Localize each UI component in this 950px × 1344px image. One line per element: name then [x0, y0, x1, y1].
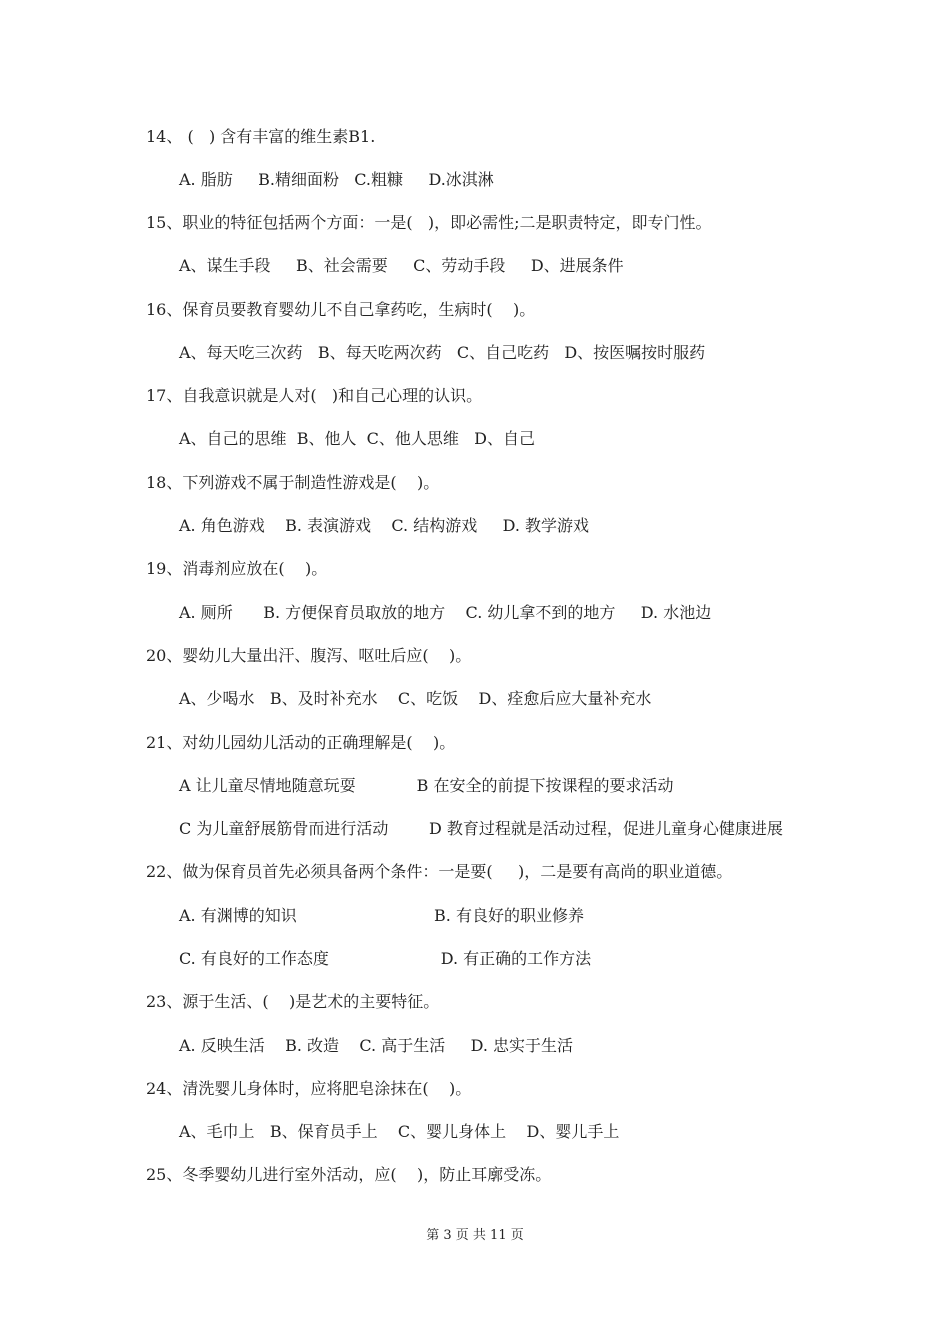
- question-21-stem: 21、对幼儿园幼儿活动的正确理解是( )。: [146, 733, 456, 752]
- question-14-stem: 14、 ( ) 含有丰富的维生素B1.: [146, 127, 376, 146]
- question-24-options: A、毛巾上 B、保育员手上 C、婴儿身体上 D、婴儿手上: [179, 1122, 620, 1141]
- question-24-stem: 24、清洗婴儿身体时，应将肥皂涂抹在( )。: [146, 1079, 472, 1098]
- question-15-options: A、谋生手段 B、社会需要 C、劳动手段 D、进展条件: [179, 256, 624, 275]
- question-15-stem: 15、职业的特征包括两个方面：一是( )，即必需性;二是职责特定，即专门性。: [146, 213, 712, 232]
- question-17-options: A、自己的思维 B、他人 C、他人思维 D、自己: [179, 429, 535, 448]
- question-22-options-row-2: C. 有良好的工作态度 D. 有正确的工作方法: [179, 949, 592, 968]
- question-21-options-row-1: A 让儿童尽情地随意玩耍 B 在安全的前提下按课程的要求活动: [179, 776, 674, 795]
- question-18-stem: 18、下列游戏不属于制造性游戏是( )。: [146, 473, 440, 492]
- question-19-stem: 19、消毒剂应放在( )。: [146, 559, 328, 578]
- question-22-options-row-1: A. 有渊博的知识 B. 有良好的职业修养: [179, 906, 584, 925]
- question-19-options: A. 厕所 B. 方便保育员取放的地方 C. 幼儿拿不到的地方 D. 水池边: [179, 603, 712, 622]
- question-23-options: A. 反映生活 B. 改造 C. 高于生活 D. 忠实于生活: [179, 1036, 574, 1055]
- question-18-options: A. 角色游戏 B. 表演游戏 C. 结构游戏 D. 教学游戏: [179, 516, 590, 535]
- page-footer: 第 3 页 共 11 页: [426, 1228, 524, 1243]
- question-17-stem: 17、自我意识就是人对( )和自己心理的认识。: [146, 386, 483, 405]
- question-16-options: A、每天吃三次药 B、每天吃两次药 C、自己吃药 D、按医嘱按时服药: [179, 343, 706, 362]
- question-14-options: A. 脂肪 B.精细面粉 C.粗糠 D.冰淇淋: [179, 170, 494, 189]
- question-25-stem: 25、冬季婴幼儿进行室外活动，应( )，防止耳廓受冻。: [146, 1165, 552, 1184]
- question-16-stem: 16、保育员要教育婴幼儿不自己拿药吃，生病时( )。: [146, 300, 536, 319]
- question-22-stem: 22、做为保育员首先必须具备两个条件：一是要( )，二是要有高尚的职业道德。: [146, 862, 733, 881]
- question-20-stem: 20、婴幼儿大量出汗、腹泻、呕吐后应( )。: [146, 646, 472, 665]
- question-23-stem: 23、源于生活、( )是艺术的主要特征。: [146, 992, 440, 1011]
- question-20-options: A、少喝水 B、及时补充水 C、吃饭 D、痊愈后应大量补充水: [179, 689, 652, 708]
- question-21-options-row-2: C 为儿童舒展筋骨而进行活动 D 教育过程就是活动过程，促进儿童身心健康进展: [179, 819, 783, 838]
